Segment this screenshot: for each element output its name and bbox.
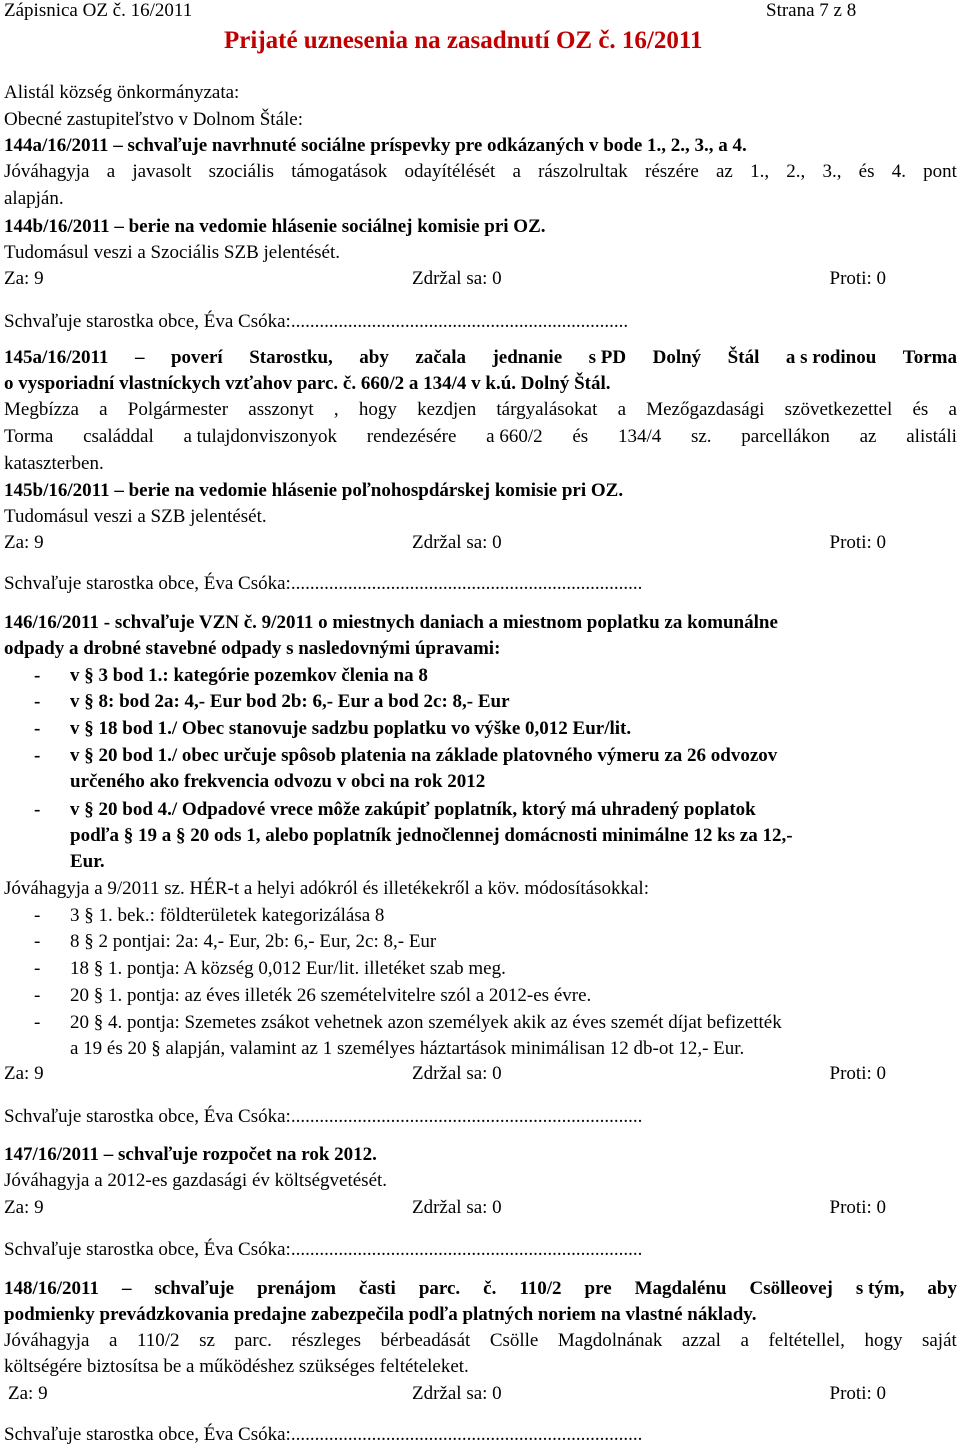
mayor-approval: Schvaľuje starostka obce, Éva Csóka:....................................................................... <box>4 311 629 332</box>
word: časti <box>358 1278 396 1299</box>
vote-row <box>8 1383 886 1405</box>
list-item-text: 20 § 4. pontja: Szemetes zsákot vehetnek azon személyek akik az éves szemét díjat befizették <box>70 1012 782 1033</box>
list-item-text: v § 8: bod 2a: 4,- Eur bod 2b: 6,- Eur a bod 2c: 8,- Eur <box>70 691 510 712</box>
word: Magdalénu <box>634 1278 727 1299</box>
word: saját <box>921 1330 957 1351</box>
list-item-text-cont: podľa § 19 a § 20 ods 1, alebo poplatník jednočlennej domácnosti minimálne 12 ks za 12,- <box>70 825 793 846</box>
word: 148/16/2011 <box>4 1278 100 1299</box>
word: – <box>135 347 145 368</box>
word: aby <box>927 1278 957 1299</box>
page-headline: Prijaté uznesenia na zasadnutí OZ č. 16/2011 <box>224 27 703 54</box>
word: s PD <box>588 347 627 368</box>
word: asszonyt <box>248 399 314 420</box>
resolution-144a-hu-line1 <box>4 161 957 183</box>
word: részére <box>645 161 699 182</box>
word: támogatások <box>291 161 388 182</box>
word: Polgármester <box>127 399 229 420</box>
vote-row <box>4 268 886 290</box>
word: parc. <box>418 1278 461 1299</box>
word: odayítélését <box>404 161 496 182</box>
word: 110/2 <box>519 1278 562 1299</box>
vote-abstain: Zdržal sa: 0 <box>412 1383 502 1404</box>
word: szövetkezettel <box>784 399 893 420</box>
list-bullet: - <box>34 1012 41 1033</box>
vote-row <box>4 532 886 554</box>
word: a s rodinou <box>785 347 877 368</box>
word: jednanie <box>492 347 563 368</box>
resolution-144b-hu: Tudomásul veszi a Szociális SZB jelentését. <box>4 242 340 263</box>
word: a <box>740 1330 749 1351</box>
vote-for: Za: 9 <box>4 532 44 553</box>
resolution-145a-hu-line1 <box>4 399 957 421</box>
list-item-text: 18 § 1. pontja: A község 0,012 Eur/lit. illetéket szab meg. <box>70 958 506 979</box>
resolution-145a-hu-line2 <box>4 426 957 448</box>
word: Torma <box>4 426 54 447</box>
vote-row <box>4 1197 886 1219</box>
mayor-approval: Schvaľuje starostka obce, Éva Csóka:.......................................................................... <box>4 573 643 594</box>
word: Starostku, <box>249 347 333 368</box>
word: részleges <box>291 1330 362 1351</box>
word: a <box>109 1330 118 1351</box>
list-bullet: - <box>34 905 41 926</box>
resolution-148-hu-line2: költségére biztosítsa be a működéshez szükséges feltételeket. <box>4 1356 469 1377</box>
vote-abstain: Zdržal sa: 0 <box>412 1197 502 1218</box>
word: a <box>512 161 521 182</box>
list-item-text: v § 3 bod 1.: kategórie pozemkov členia na 8 <box>70 665 428 686</box>
list-item-text-cont: Eur. <box>70 851 105 872</box>
intro-sk: Obecné zastupiteľstvo v Dolnom Štále: <box>4 109 303 130</box>
list-item-text-cont: určeného ako frekvencia odvozu v obci na rok 2012 <box>70 771 486 792</box>
vote-row <box>4 1063 886 1085</box>
word: az <box>715 161 733 182</box>
list-item-text: v § 20 bod 4./ Odpadové vrece môže zakúpiť poplatník, ktorý má uhradený poplatok <box>70 799 756 820</box>
list-item-text-cont: a 19 és 20 § alapján, valamint az 1 személyes háztartások minimálisan 12 db-ot 12,- Eur. <box>70 1038 745 1059</box>
resolution-148-title-line2: podmienky prevádzkovania predajne zabezpečila podľa platných noriem na vlastné náklady. <box>4 1304 757 1325</box>
vote-against: Proti: 0 <box>829 1383 886 1404</box>
word: feltétellel, <box>768 1330 845 1351</box>
resolution-144a-hu-line2: alapján. <box>4 188 64 209</box>
word: Megbízza <box>4 399 79 420</box>
word: Dolný <box>652 347 702 368</box>
word: a tulajdonviszonyok <box>183 426 338 447</box>
document-title: Zápisnica OZ č. 16/2011 <box>4 0 193 21</box>
word: 145a/16/2011 <box>4 347 109 368</box>
word: és <box>912 399 929 420</box>
vote-for: Za: 9 <box>8 1383 48 1404</box>
list-bullet: - <box>34 745 41 766</box>
resolution-146-hu-intro: Jóváhagyja a 9/2011 sz. HÉR-t a helyi adókról és illetékekről a köv. módosításokkal: <box>4 878 649 899</box>
resolution-145b-hu: Tudomásul veszi a SZB jelentését. <box>4 506 267 527</box>
word: sz. <box>690 426 712 447</box>
word: tárgyalásokat <box>496 399 598 420</box>
list-item-text: v § 20 bod 1./ obec určuje spôsob platenia na základe platovného výmeru za 26 odvozov <box>70 745 778 766</box>
word: családdal <box>83 426 154 447</box>
word: 134/4 <box>617 426 662 447</box>
word: javasolt <box>132 161 192 182</box>
vote-abstain: Zdržal sa: 0 <box>412 1063 502 1084</box>
word: schvaľuje <box>154 1278 235 1299</box>
word: hogy <box>864 1330 903 1351</box>
resolution-144a-title: 144a/16/2011 – schvaľuje navrhnuté sociálne príspevky pre odkázaných v bode 1., 2., 3., a 4. <box>4 135 747 156</box>
word: č. <box>483 1278 497 1299</box>
word: kezdjen <box>417 399 477 420</box>
vote-for: Za: 9 <box>4 268 44 289</box>
resolution-147-hu: Jóváhagyja a 2012-es gazdasági év költségvetését. <box>4 1170 388 1191</box>
list-bullet: - <box>34 665 41 686</box>
resolution-145b-title: 145b/16/2011 – berie na vedomie hlásenie poľnohospdárskej komisie pri OZ. <box>4 480 624 501</box>
list-bullet: - <box>34 931 41 952</box>
resolution-145a-title-line2: o vysporiadní vlastníckych vzťahov parc. č. 660/2 a 134/4 v k.ú. Dolný Štál. <box>4 373 611 394</box>
vote-abstain: Zdržal sa: 0 <box>412 532 502 553</box>
word: 110/2 <box>136 1330 180 1351</box>
word: az <box>859 426 877 447</box>
word: , <box>333 399 339 420</box>
resolution-148-title-line1 <box>4 1278 957 1300</box>
word: s tým, <box>855 1278 905 1299</box>
vote-for: Za: 9 <box>4 1063 44 1084</box>
mayor-approval: Schvaľuje starostka obce, Éva Csóka:.......................................................................... <box>4 1106 643 1127</box>
word: hogy <box>358 399 397 420</box>
word: rendezésére <box>366 426 457 447</box>
mayor-approval: Schvaľuje starostka obce, Éva Csóka:.......................................................................... <box>4 1424 643 1445</box>
vote-against: Proti: 0 <box>829 1197 886 1218</box>
word: bérbeadását <box>380 1330 471 1351</box>
word: pont <box>923 161 957 182</box>
word: – <box>122 1278 132 1299</box>
vote-against: Proti: 0 <box>829 1063 886 1084</box>
vote-abstain: Zdržal sa: 0 <box>412 268 502 289</box>
list-bullet: - <box>34 958 41 979</box>
list-bullet: - <box>34 718 41 739</box>
word: a <box>948 399 957 420</box>
word: 2., <box>786 161 806 182</box>
list-item-text: 3 § 1. bek.: földterületek kategorizálása 8 <box>70 905 385 926</box>
word: a <box>106 161 116 182</box>
word: prenájom <box>257 1278 336 1299</box>
list-item-text: v § 18 bod 1./ Obec stanovuje sadzbu poplatku vo výške 0,012 Eur/lit. <box>70 718 632 739</box>
resolution-145a-title-line1 <box>4 347 957 369</box>
word: začala <box>415 347 466 368</box>
word: és <box>858 161 875 182</box>
intro-hu: Alistál község önkormányzata: <box>4 82 240 103</box>
word: poverí <box>170 347 223 368</box>
word: Magdolnának <box>557 1330 663 1351</box>
word: a <box>617 399 627 420</box>
word: 3., <box>822 161 842 182</box>
list-item-text: 20 § 1. pontja: az éves illeték 26 szemételvitelre szól a 2012-es évre. <box>70 985 592 1006</box>
word: Torma <box>902 347 957 368</box>
word: Jóváhagyja <box>4 1330 90 1351</box>
list-bullet: - <box>34 985 41 1006</box>
word: azzal <box>681 1330 721 1351</box>
resolution-145a-hu-line3: kataszterben. <box>4 453 104 474</box>
word: és <box>572 426 589 447</box>
word: Jóváhagyja <box>4 161 90 182</box>
mayor-approval: Schvaľuje starostka obce, Éva Csóka:.......................................................................... <box>4 1239 643 1260</box>
word: Mezőgazdasági <box>646 399 765 420</box>
word: a 660/2 <box>486 426 543 447</box>
word: szociális <box>208 161 275 182</box>
resolution-146-title-line1: 146/16/2011 - schvaľuje VZN č. 9/2011 o miestnych daniach a miestnom poplatku za komunálne <box>4 612 778 633</box>
word: Csölleovej <box>749 1278 833 1299</box>
list-item-text: 8 § 2 pontjai: 2a: 4,- Eur, 2b: 6,- Eur, 2c: 8,- Eur <box>70 931 437 952</box>
vote-against: Proti: 0 <box>829 268 886 289</box>
word: sz <box>199 1330 215 1351</box>
page-number: Strana 7 z 8 <box>766 0 857 21</box>
resolution-148-hu-line1 <box>4 1330 957 1352</box>
vote-against: Proti: 0 <box>829 532 886 553</box>
word: Štál <box>727 347 760 368</box>
vote-for: Za: 9 <box>4 1197 44 1218</box>
word: aby <box>359 347 389 368</box>
list-bullet: - <box>34 799 41 820</box>
word: rászolrultak <box>538 161 628 182</box>
word: 4. <box>891 161 906 182</box>
word: Csölle <box>489 1330 539 1351</box>
word: a <box>99 399 108 420</box>
word: parc. <box>234 1330 272 1351</box>
word: pre <box>584 1278 612 1299</box>
word: alistáli <box>906 426 957 447</box>
word: parcellákon <box>741 426 830 447</box>
resolution-147-title: 147/16/2011 – schvaľuje rozpočet na rok 2012. <box>4 1144 377 1165</box>
list-bullet: - <box>34 691 41 712</box>
resolution-144b-title: 144b/16/2011 – berie na vedomie hlásenie sociálnej komisie pri OZ. <box>4 216 546 237</box>
resolution-146-title-line2: odpady a drobné stavebné odpady s nasledovnými úpravami: <box>4 638 501 659</box>
word: 1., <box>750 161 770 182</box>
